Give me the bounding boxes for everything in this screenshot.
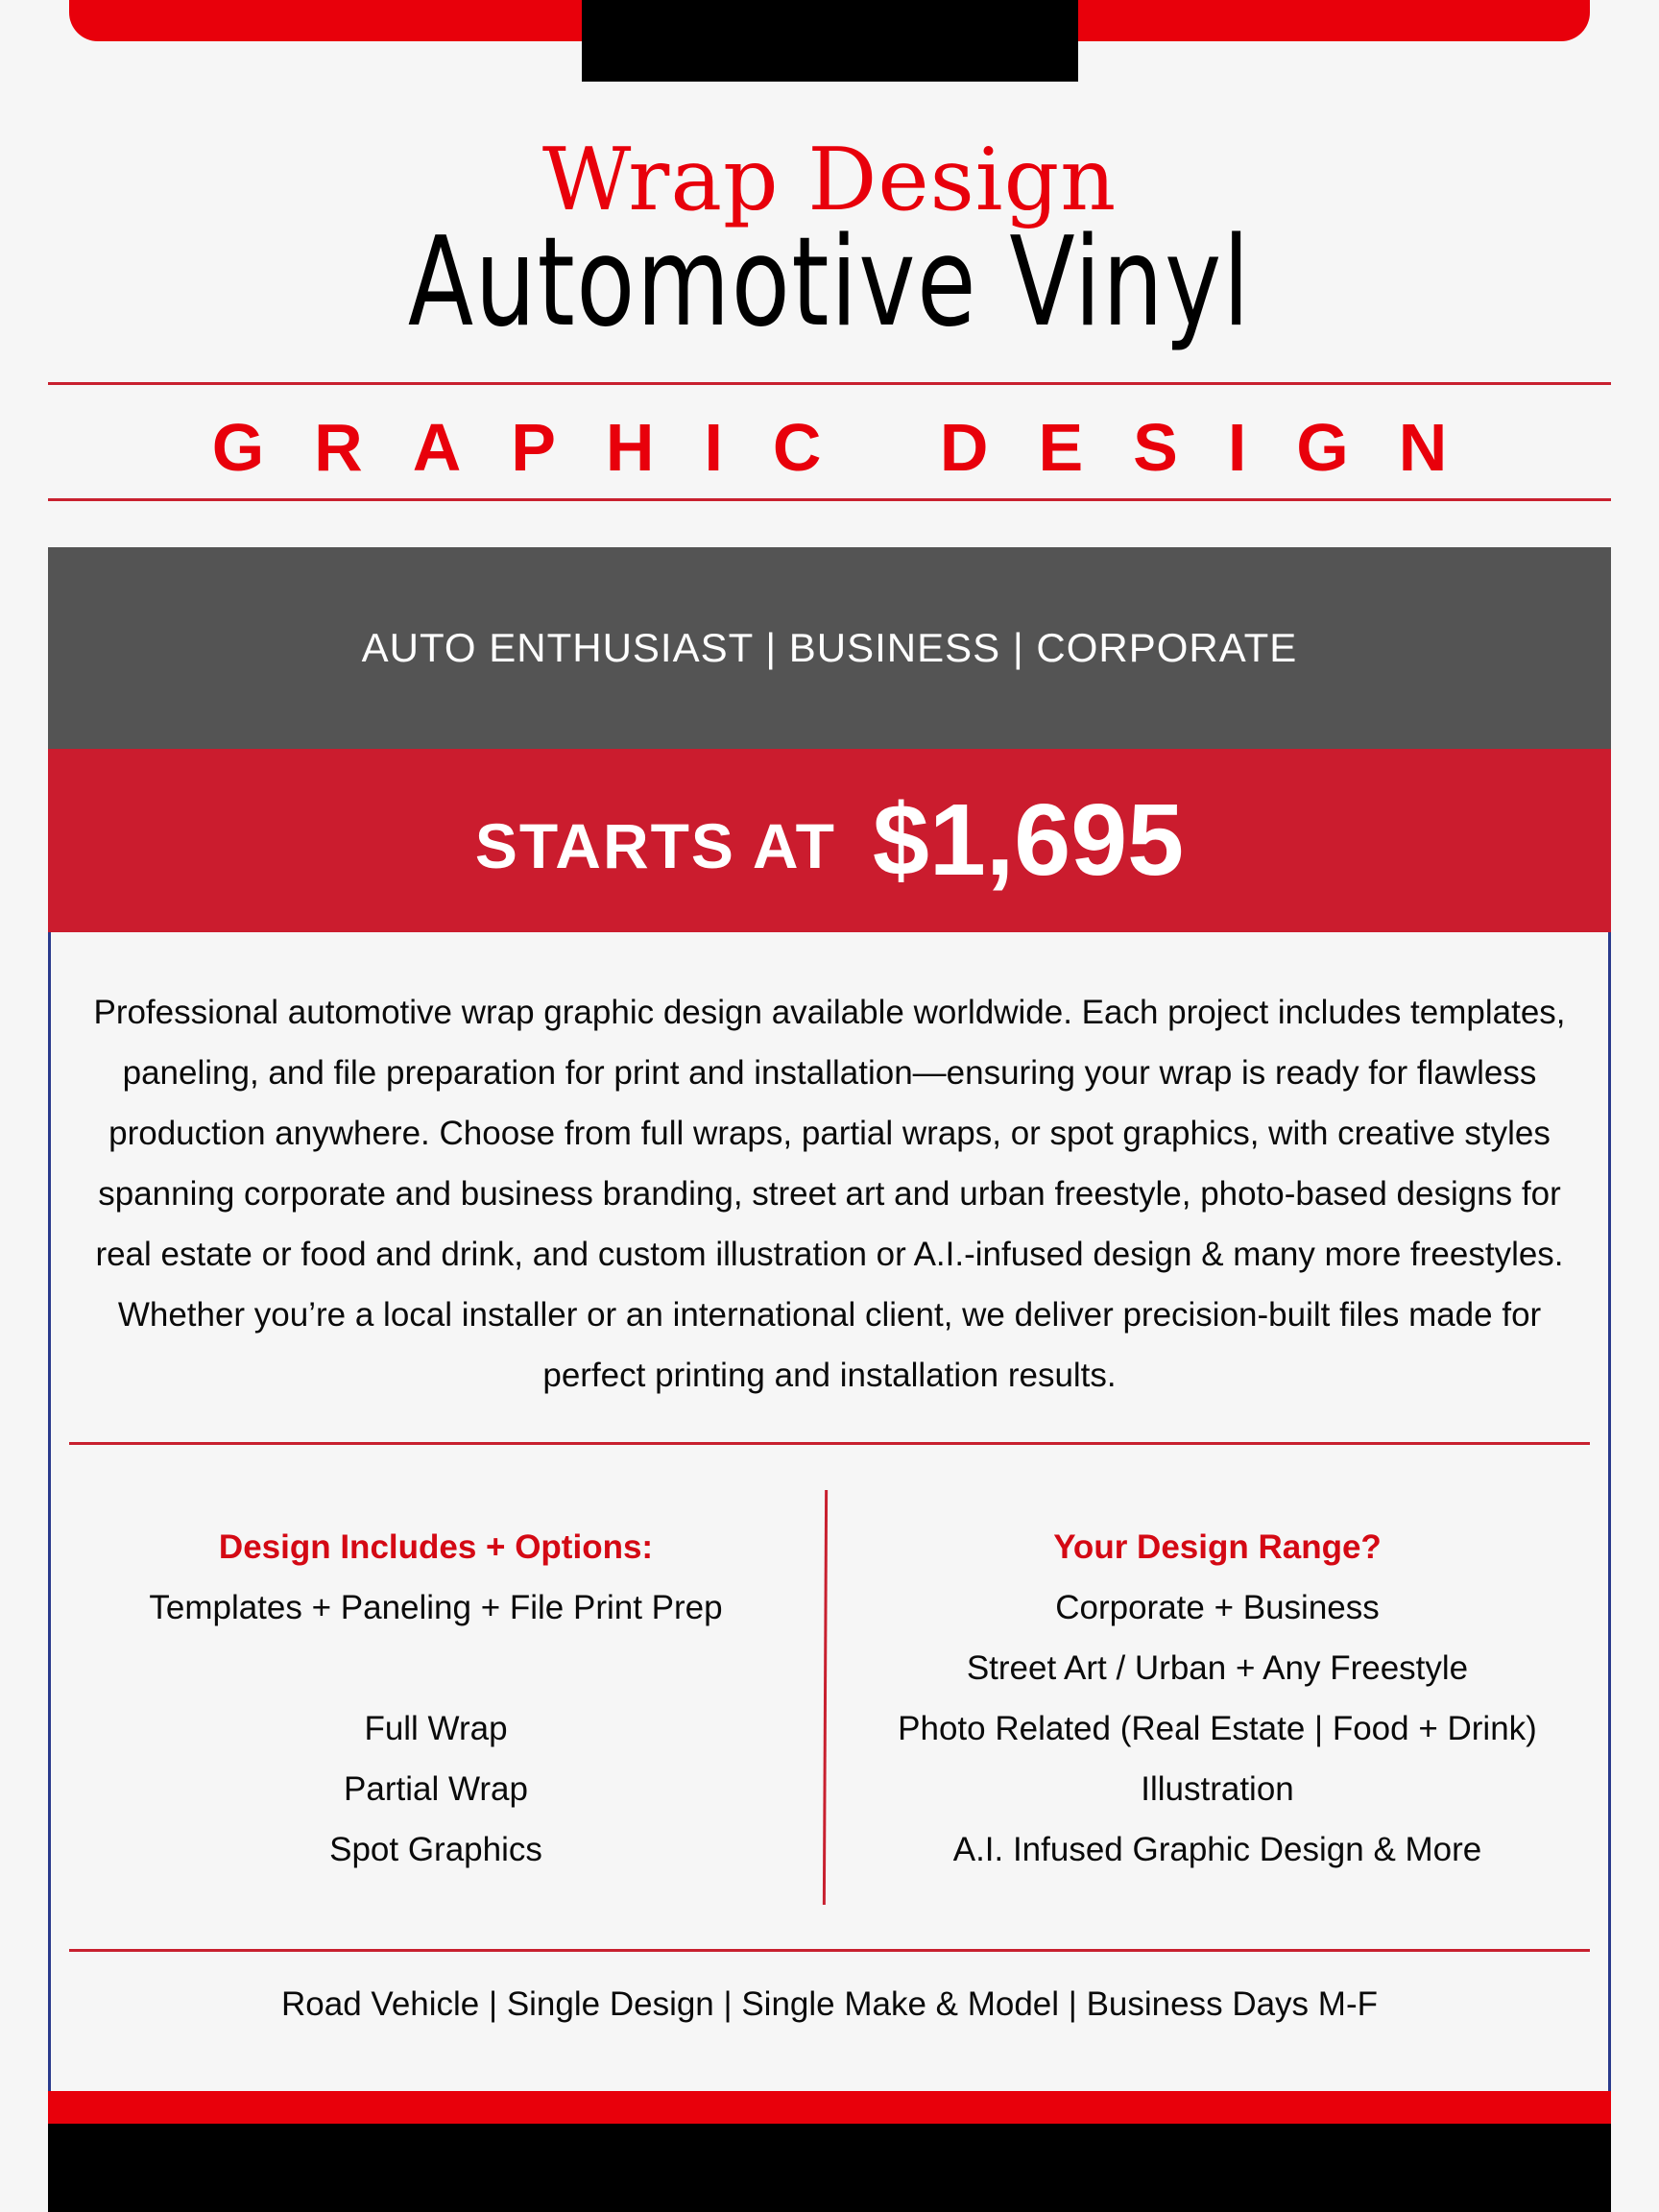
includes-subtitle: Templates + Paneling + File Print Prep — [149, 1589, 723, 1626]
range-item: Street Art / Urban + Any Freestyle — [966, 1649, 1469, 1687]
main-title: Automotive Vinyl — [407, 211, 1252, 354]
range-item: Illustration — [1141, 1770, 1294, 1808]
heading-top-rule — [48, 382, 1611, 385]
top-black-block — [582, 0, 1078, 82]
starts-at-label: STARTS AT — [474, 809, 836, 881]
audience-text: AUTO ENTHUSIAST | BUSINESS | CORPORATE — [361, 625, 1298, 670]
includes-heading: Design Includes + Options: — [218, 1528, 654, 1566]
includes-item: Full Wrap — [364, 1710, 508, 1747]
range-item: Photo Related (Real Estate | Food + Drink) — [898, 1710, 1537, 1747]
range-heading: Your Design Range? — [1053, 1528, 1382, 1566]
script-title: Wrap Design — [541, 130, 1118, 230]
bottom-red-bar — [48, 2091, 1611, 2124]
footer-note: Road Vehicle | Single Design | Single Make & Model | Business Days M-F — [281, 1985, 1378, 2023]
range-item: A.I. Infused Graphic Design & More — [952, 1831, 1482, 1868]
heading-bottom-rule — [48, 498, 1611, 501]
includes-column — [77, 1517, 795, 1880]
bottom-black-bar — [48, 2124, 1611, 2212]
price-value: $1,695 — [872, 783, 1185, 897]
includes-item: Spot Graphics — [329, 1831, 542, 1868]
audience-band — [48, 547, 1611, 749]
section-divider-bottom — [69, 1949, 1590, 1952]
graphic-design-heading: GRAPHIC DESIGN — [211, 410, 1498, 485]
range-column — [854, 1517, 1580, 1880]
spacer — [77, 1638, 795, 1698]
includes-item: Partial Wrap — [344, 1770, 528, 1808]
range-item: Corporate + Business — [1055, 1589, 1380, 1626]
description-paragraph: Professional automotive wrap graphic design available worldwide. Each project includes templates, paneling, and file preparation for print and installation—ensuring your wrap is ready for flawless production anywhere. Choose from full wraps, partial wraps, or spot graphics, with creative styles spanning corporate and business branding, street art and urban freestyle, photo-based designs for real estate or food and drink, and custom illustration or A.I.-infused design & many more freestyles. Whether you’re a local installer or an international client, we deliver precision-built files made for perfect printing and installation results. — [93, 994, 1566, 1394]
section-divider-top — [69, 1442, 1590, 1445]
price-band — [48, 749, 1611, 932]
